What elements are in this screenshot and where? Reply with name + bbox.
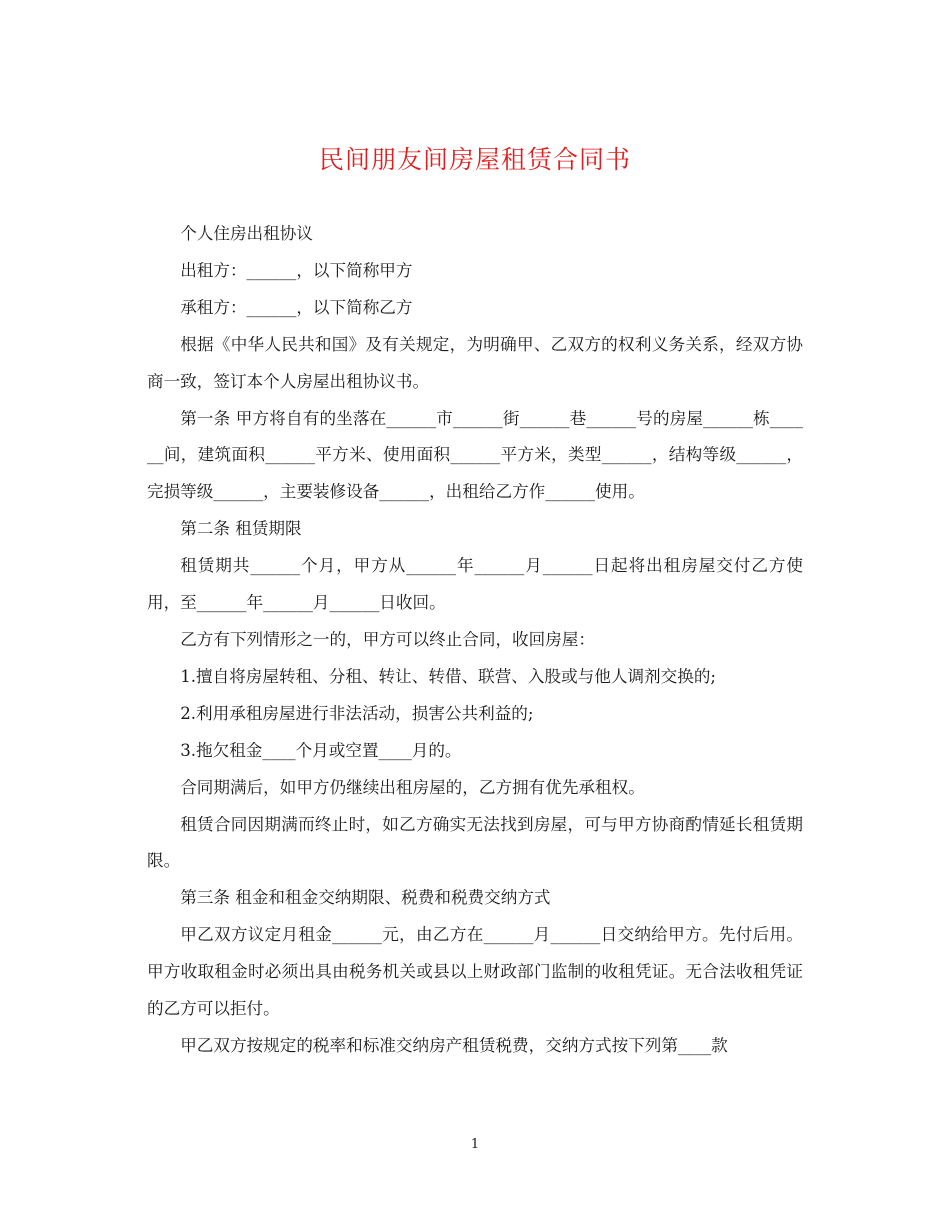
paragraph-rent: 甲乙双方议定月租金______元，由乙方在______月______日交纳给甲方。先付后用。甲方收取租金时必须出具由税务机关或县以上财政部门监制的收租凭证。无合法收租凭证的乙方可以拒付。	[147, 925, 803, 1019]
paragraph-extension: 租赁合同因期满而终止时，如乙方确实无法找到房屋，可与甲方协商酌情延长租赁期限。	[147, 814, 803, 871]
document-title: 民间朋友间房屋租赁合同书	[318, 145, 631, 174]
paragraph-termination-item-3: 3.拖欠租金____个月或空置____月的。	[180, 740, 462, 760]
paragraph-article-2-title: 第二条 租赁期限	[180, 519, 302, 539]
document-body	[147, 216, 803, 1065]
paragraph-heading: 个人住房出租协议	[180, 224, 313, 243]
page-number: 1	[470, 1137, 480, 1152]
paragraph-article-3-title: 第三条 租金和租金交纳期限、税费和税费交纳方式	[180, 888, 551, 908]
paragraph-lessee: 承租方：______，以下简称乙方	[180, 297, 413, 317]
paragraph-taxes: 甲乙双方按规定的税率和标准交纳房产租赁税费，交纳方式按下列第____款	[180, 1035, 728, 1055]
paragraph-preamble: 根据《中华人民共和国》及有关规定，为明确甲、乙双方的权利义务关系，经双方协商一致，签订本个人房屋出租协议书。	[147, 334, 803, 391]
paragraph-lease-term: 租赁期共______个月，甲方从______年______月______日起将出租房屋交付乙方使用，至______年______月______日收回。	[147, 556, 803, 613]
paragraph-priority-right: 合同期满后，如甲方仍继续出租房屋的，乙方拥有优先承租权。	[180, 777, 645, 797]
paragraph-termination-item-2: 2.利用承租房屋进行非法活动，损害公共利益的;	[180, 703, 534, 723]
paragraph-lessor: 出租方：______，以下简称甲方	[180, 260, 413, 280]
paragraph-termination-item-1: 1.擅自将房屋转租、分租、转让、转借、联营、入股或与他人调剂交换的;	[180, 666, 717, 686]
paragraph-article-1: 第一条 甲方将自有的坐落在______市______街______巷______号的房屋______栋______间，建筑面积______平方米、使用面积______平方米，类型______，结构等级______，完损等级______，主要装修设备______，出租给乙方作______使用。	[147, 408, 803, 502]
paragraph-termination-intro: 乙方有下列情形之一的，甲方可以终止合同，收回房屋：	[180, 629, 596, 649]
